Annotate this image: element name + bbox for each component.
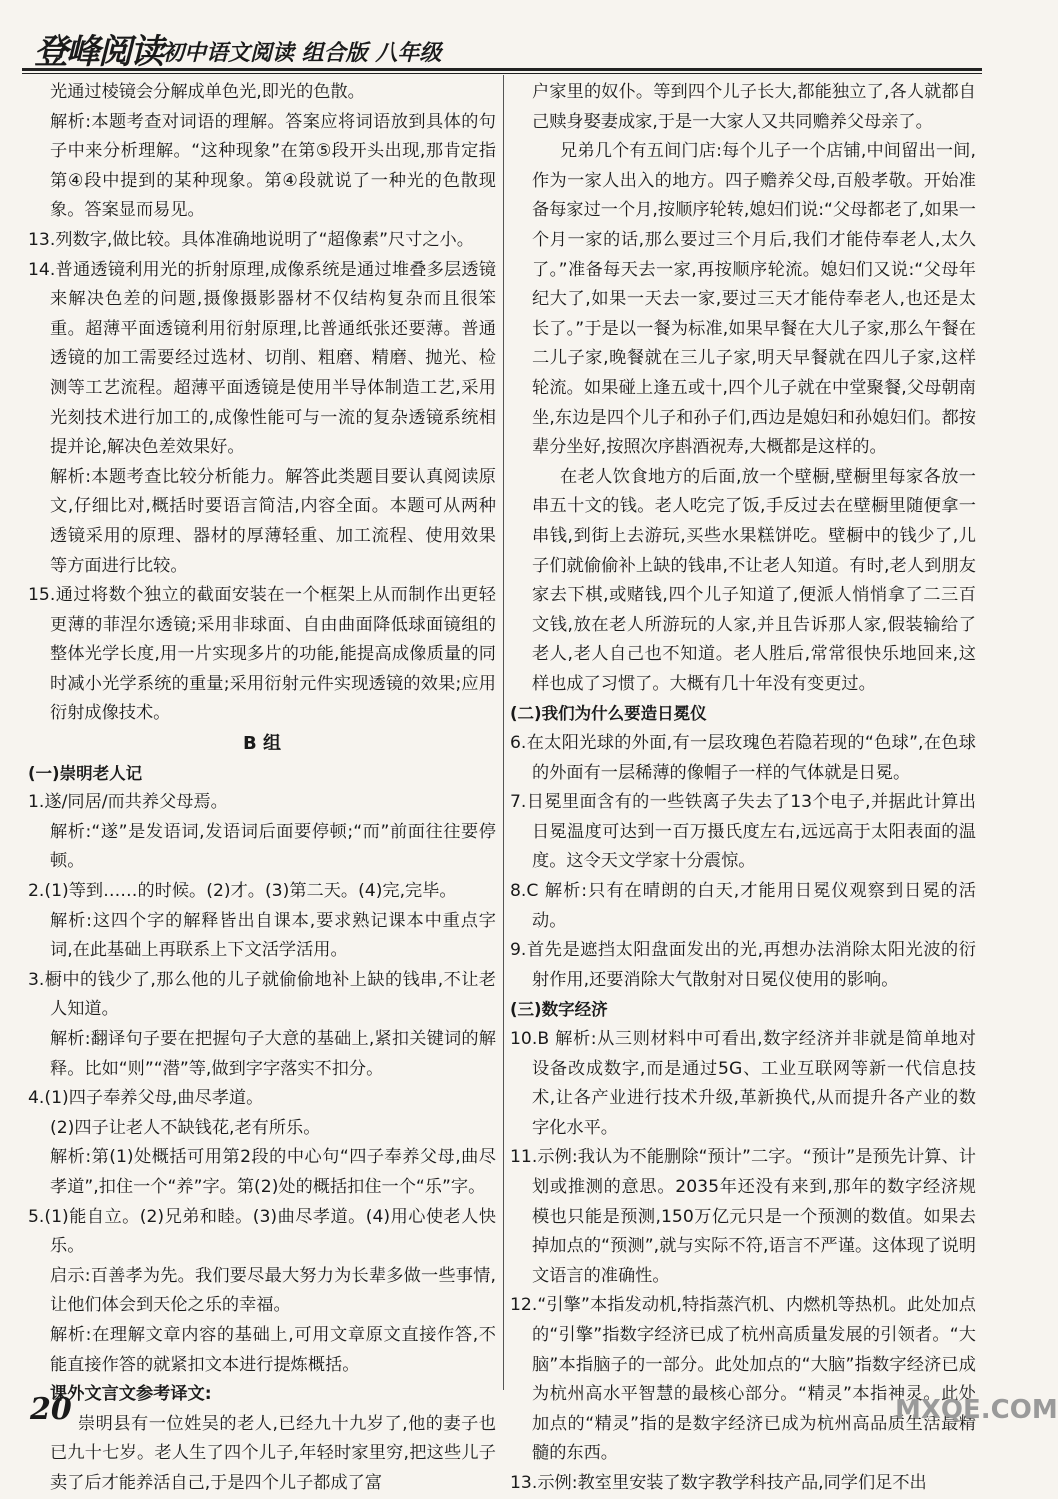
- group-b-heading: B 组: [243, 733, 281, 755]
- translation-continued: 户家里的奴仆。等到四个儿子长大,都能独立了,各人就都自己赎身娶妻成家,于是一大家人又共同赡养父母亲了。: [532, 82, 976, 132]
- section-heading: (三)数字经济: [510, 1000, 608, 1020]
- answer-9: 9.首先是遮挡太阳盘面发出的光,再想办法消除太阳光波的衍射作用,还要消除大气散射对日冕仪使用的影响。: [510, 940, 976, 990]
- answer-2: 2.(1)等到……的时候。(2)才。(3)第二天。(4)完,完毕。: [28, 881, 457, 902]
- analysis-14: 解析:本题考查比较分析能力。解答此类题目要认真阅读原文,仔细比对,概括时要语言简洁,内容全面。本题可从两种透镜采用的原理、器材的厚薄轻重、加工流程、使用效果等方面进行比较。: [50, 466, 496, 576]
- translation-paragraph: 崇明县有一位姓吴的老人,已经九十九岁了,他的妻子也已九十七岁。老人生了四个儿子,年轻时家里穷,把这些儿子卖了后才能养活自己,于是四个儿子都成了富: [50, 1413, 496, 1493]
- watermark: MXQE.COM: [895, 1395, 1058, 1425]
- insight-5: 启示:百善孝为先。我们要尽最大努力为长辈多做一些事情,让他们体会到天伦之乐的幸福。: [50, 1265, 496, 1316]
- answer-13-right: 13.示例:教室里安装了数字教学科技产品,同学们足不出: [510, 1472, 927, 1493]
- analysis-text: 解析:本题考查对词语的理解。答案应将词语放到具体的句子中来分析理解。“这种现象”在第⑤段开头出现,那肯定指第④段中提到的某种现象。第④段就说了一种光的色散现象。答案显而易见。: [50, 111, 496, 221]
- answer-11: 11.示例:我认为不能删除“预计”二字。“预计”是预先计算、计划或推测的意思。2035年还没有来到,那年的数字经济规模也只能是预测,150万亿元只是一个预测的数值。如果去掉加点的“预测”,就与实际不符,语言不严谨。这体现了说明文语言的准确性。: [510, 1147, 976, 1286]
- answer-14: 14.普通透镜利用光的折射原理,成像系统是通过堆叠多层透镜来解决色差的问题,摄像摄影器材不仅结构复杂而且很笨重。超薄平面透镜利用衍射原理,比普通纸张还要薄。普通透镜的加工需要经过选材、切削、粗磨、精磨、抛光、检测等工艺流程。超薄平面透镜是使用半导体制造工艺,采用光刻技术进行加工的,成像性能可与一流的复杂透镜系统相提并论,解决色差效果好。: [28, 259, 496, 458]
- column-divider: [503, 75, 504, 1390]
- answer-8: 8.C 解析:只有在晴朗的白天,才能用日冕仪观察到日冕的活动。: [510, 881, 976, 931]
- answer-6: 6.在太阳光球的外面,有一层玫瑰色若隐若现的“色球”,在色球的外面有一层稀薄的像帽子一样的气体就是日冕。: [510, 733, 976, 783]
- left-column: [28, 78, 496, 1499]
- analysis-2: 解析:这四个字的解释皆出自课本,要求熟记课本中重点字词,在此基础上再联系上下文活学活用。: [50, 910, 496, 961]
- book-title: 初中语文阅读 组合版 八年级: [162, 41, 442, 66]
- book-logo: 登峰阅读: [34, 32, 162, 72]
- analysis-4: 解析:第(1)处概括可用第2段的中心句“四子奉养父母,曲尽孝道”,扣住一个“养”字。第(2)处的概括扣住一个“乐”字。: [50, 1147, 496, 1197]
- answer-15: 15.通过将数个独立的截面安装在一个框架上从而制作出更轻更薄的菲涅尔透镜;采用非球面、自由曲面降低球面镜组的整体光学长度,用一片实现多片的功能,能提高成像质量的同时减小光学系统的重量;采用衍射元件实现透镜的效果;应用衍射成像技术。: [28, 585, 496, 724]
- header-rule-thin: [22, 73, 982, 74]
- answer-5: 5.(1)能自立。(2)兄弟和睦。(3)曲尽孝道。(4)用心使老人快乐。: [28, 1206, 496, 1257]
- answer-text: 光通过棱镜会分解成单色光,即光的色散。: [50, 82, 365, 102]
- section-heading: (一)崇明老人记: [28, 763, 143, 783]
- right-column: [510, 78, 976, 1499]
- answer-4b: (2)四子让老人不缺钱花,老有所乐。: [50, 1117, 321, 1138]
- analysis-1: 解析:“遂”是发语词,发语词后面要停顿;“而”前面往往要停顿。: [50, 821, 496, 872]
- answer-10: 10.B 解析:从三则材料中可看出,数字经济并非就是简单地对设备改成数字,而是通过5G、工业互联网等新一代信息技术,让各产业进行技术升级,革新换代,从而提升各产业的数字化水平。: [510, 1029, 976, 1138]
- page-number: 20: [30, 1392, 72, 1427]
- translation-paragraph: 兄弟几个有五间门店:每个儿子一个店铺,中间留出一间,作为一家人出入的地方。四子赡养父母,百般孝敬。开始准备每家过一个月,按顺序轮转,媳妇们说:“父母都老了,如果一个月一家的话,那么要过三个月后,我们才能侍奉老人,太久了。”准备每天去一家,再按顺序轮流。媳妇们又说:“父母年纪大了,如果一天去一家,要过三天才能侍奉老人,也还是太长了。”于是以一餐为标准,如果早餐在大儿子家,那么午餐在二儿子家,晚餐就在三儿子家,明天早餐就在四儿子家,这样轮流。如果碰上逢五或十,四个儿子就在中堂聚餐,父母朝南坐,东边是四个儿子和孙子们,西边是媳妇和孙媳妇们。都按辈分坐好,按照次序斟酒祝寿,大概都是这样的。: [532, 141, 976, 458]
- analysis-5: 解析:在理解文章内容的基础上,可用文章原文直接作答,不能直接作答的就紧扣文本进行提炼概括。: [50, 1324, 496, 1375]
- answer-3: 3.橱中的钱少了,那么他的儿子就偷偷地补上缺的钱串,不让老人知道。: [28, 969, 496, 1020]
- answer-4a: 4.(1)四子奉养父母,曲尽孝道。: [28, 1088, 264, 1109]
- answer-12: 12.“引擎”本指发动机,特指蒸汽机、内燃机等热机。此处加点的“引擎”指数字经济已成了杭州高质量发展的引领者。“大脑”本指脑子的一部分。此处加点的“大脑”指数字经济已成为杭州高水平智慧的最核心部分。“精灵”本指神灵。此处加点的“精灵”指的是数字经济已成为杭州高品质生活最精髓的东西。: [510, 1295, 976, 1464]
- answer-7: 7.日冕里面含有的一些铁离子失去了13个电子,并据此计算出日冕温度可达到一百万摄氏度左右,远远高于太阳表面的温度。这令天文学家十分震惊。: [510, 792, 976, 872]
- section-heading: (二)我们为什么要造日冕仪: [510, 704, 707, 724]
- translation-heading: 课外文言文参考译文:: [50, 1384, 212, 1405]
- analysis-3: 解析:翻译句子要在把握句子大意的基础上,紧扣关键词的解释。比如“则”“潜”等,做到字字落实不扣分。: [50, 1029, 496, 1079]
- header-rule: [22, 68, 982, 71]
- translation-paragraph: 在老人饮食地方的后面,放一个壁橱,壁橱里每家各放一串五十文的钱。老人吃完了饭,手反过去在壁橱里随便拿一串钱,到街上去游玩,买些水果糕饼吃。壁橱中的钱少了,儿子们就偷偷补上缺的钱串,不让老人知道。有时,老人到朋友家去下棋,或赌钱,四个儿子知道了,便派人悄悄拿了二三百文钱,放在老人所游玩的人家,并且告诉那人家,假装输给了老人,老人自己也不知道。老人胜后,常常很快乐地回来,这样也成了习惯了。大概有几十年没有变更过。: [532, 466, 976, 694]
- page-header: [22, 22, 982, 72]
- answer-13: 13.列数字,做比较。具体准确地说明了“超像素”尺寸之小。: [28, 229, 474, 250]
- answer-1: 1.遂/同居/而共养父母焉。: [28, 792, 228, 813]
